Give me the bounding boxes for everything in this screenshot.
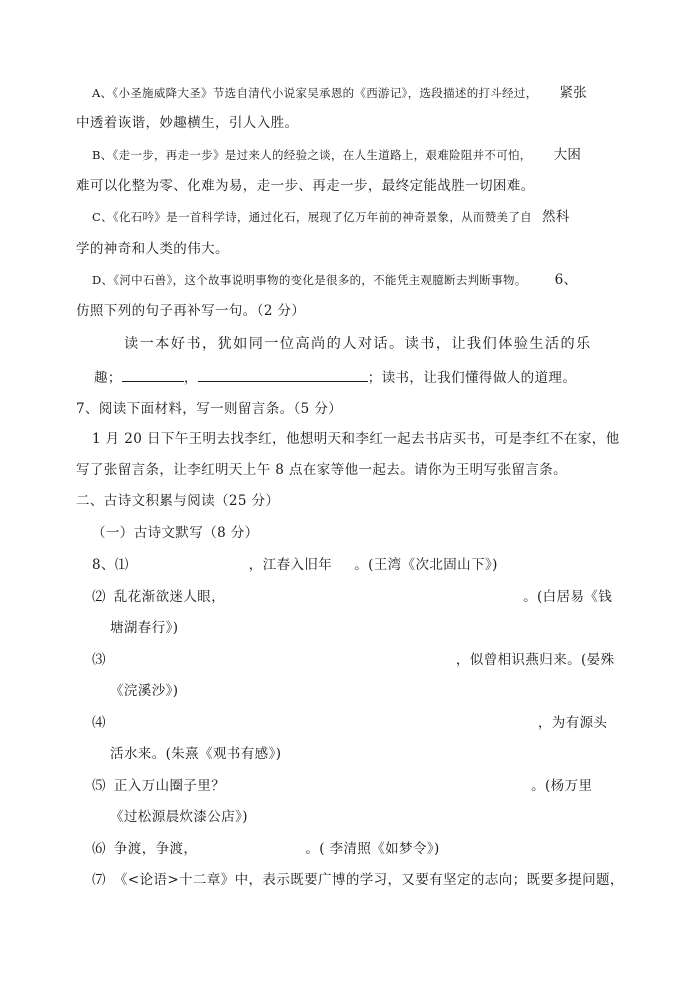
poem-5	[92, 777, 592, 795]
poem-2-line: 乱花渐欲迷人眼，	[113, 589, 226, 605]
question-6-comma: ，	[183, 370, 198, 386]
option-c-text: C、《化石吟》是一首科学诗，通过化石，展现了亿万年前的神奇景象，从而赞美了自	[92, 210, 532, 224]
poem-1	[92, 556, 498, 574]
poem-2-source: 。(白居易《钱	[523, 589, 613, 605]
poem-3	[92, 651, 614, 669]
poem-7	[92, 871, 624, 889]
poem-3-number: ⑶	[92, 652, 106, 668]
poem-6-number: ⑹	[92, 841, 106, 857]
poem-5-number: ⑸	[92, 778, 106, 794]
poem-6-line: 争渡，争渡，	[113, 841, 198, 857]
question-6-title: 仿照下列的句子再补写一句。（2 分）	[76, 303, 306, 319]
answer-blank-2[interactable]	[198, 367, 368, 382]
option-a-tail: 紧张	[559, 85, 588, 101]
question-6-suffix: ；读书，让我们懂得做人的道理。	[367, 370, 577, 386]
option-c-line-2: 学的神奇和人类的伟大。	[76, 241, 229, 257]
section-2-subtitle: （一）古诗文默写（8 分）	[92, 525, 259, 541]
poem-1-source: 。(王湾《次北固山下》)	[354, 557, 498, 573]
poem-3-source-cont: 《浣溪沙》)	[110, 683, 179, 699]
poem-6-source: 。( 李清照《如梦令》)	[305, 841, 440, 857]
option-b-line-2: 难可以化整为零、化难为易，走一步、再走一步，最终定能战胜一切困难。	[76, 178, 535, 194]
option-d-line-1	[92, 271, 577, 289]
poem-7-number: ⑺	[92, 872, 106, 888]
question-7-material-1: 1 月 20 日下午王明去找李红，他想明天和李红一起去书店买书，可是李红不在家，他	[92, 431, 620, 447]
question-6-fill-line	[94, 367, 576, 387]
poem-1-number: 8、⑴	[92, 557, 129, 573]
poem-2-number: ⑵	[92, 589, 106, 605]
poem-6	[92, 840, 440, 858]
question-7-title: 7、阅读下面材料，写一则留言条。（5 分）	[76, 401, 343, 417]
option-d-text: D、《河中石兽》，这个故事说明事物的变化是很多的，不能凭主观臆断去判断事物。	[92, 273, 527, 287]
poem-1-line: ，江春入旧年	[248, 557, 333, 573]
poem-4-line: ，为有源头	[537, 715, 608, 731]
poem-4-number: ⑷	[92, 715, 106, 731]
poem-7-line: 《<论语>十二章》中，表示既要广博的学习，又要有坚定的志向；既要多提问题，	[113, 872, 624, 888]
option-a-line-1	[92, 84, 587, 102]
question-7-material-2: 写了张留言条，让李红明天上午 8 点在家等他一起去。请你为王明写张留言条。	[76, 462, 567, 478]
option-a-text: A、《小圣施威降大圣》节选自清代小说家吴承恩的《西游记》，选段描述的打斗经过，	[92, 86, 538, 100]
poem-5-source-cont: 《过松源晨炊漆公店》)	[110, 809, 248, 825]
option-c-line-1	[92, 208, 570, 226]
option-c-tail: 然科	[541, 209, 570, 225]
question-6-example: 读一本好书，犹如同一位高尚的人对话。读书，让我们体验生活的乐	[124, 336, 592, 352]
poem-4-line-cont: 活水来。(朱熹《观书有感》)	[110, 746, 282, 762]
question-6-number: 6、	[554, 272, 578, 288]
section-2-title: 二、古诗文积累与阅读（25 分）	[76, 493, 280, 509]
poem-5-line: 正入万山圈子里？	[113, 778, 226, 794]
poem-2-source-cont: 塘湖春行》)	[110, 620, 179, 636]
option-b-line-1	[92, 146, 581, 164]
poem-4	[92, 714, 607, 732]
poem-2	[92, 588, 612, 606]
option-b-text: B、《走一步，再走一步》是过来人的经验之谈，在人生道路上，艰难险阻并不可怕，	[92, 148, 532, 162]
answer-blank-1[interactable]	[122, 367, 184, 382]
option-b-tail: 大困	[553, 147, 582, 163]
question-6-prefix: 趣；	[94, 370, 122, 386]
poem-3-line: ，似曾相识燕归来。(晏殊	[455, 652, 615, 668]
poem-5-source: 。(杨万里	[531, 778, 593, 794]
option-a-line-2: 中透着诙谐，妙趣横生，引人入胜。	[76, 115, 299, 131]
